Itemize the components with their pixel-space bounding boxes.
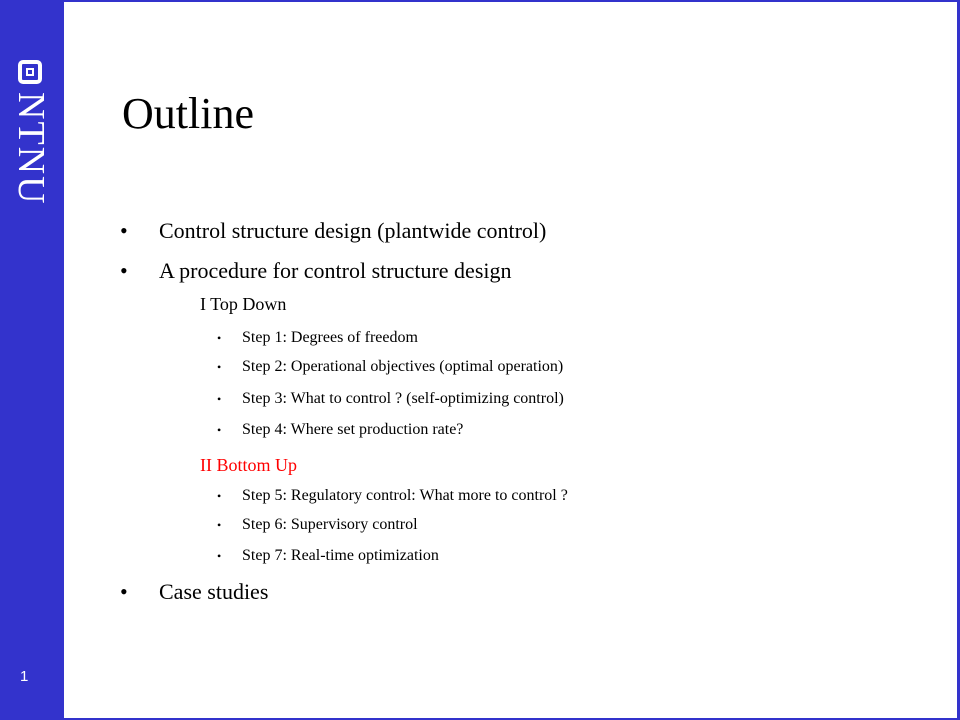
bullet-icon: • <box>217 549 222 563</box>
bullet-icon: • <box>217 392 222 406</box>
bullet-icon: • <box>217 518 222 532</box>
slide-content <box>64 2 957 718</box>
step-text: Step 1: Degrees of freedom <box>242 329 418 346</box>
section-heading-top-down: I Top Down <box>200 294 287 314</box>
bullet-icon: • <box>217 331 222 345</box>
bullet-icon: • <box>120 258 128 283</box>
page-number: 1 <box>20 668 29 685</box>
list-item-text: Case studies <box>159 579 269 604</box>
list-item-text: A procedure for control structure design <box>159 258 512 283</box>
section-heading-bottom-up: II Bottom Up <box>200 455 297 475</box>
bullet-icon: • <box>217 360 222 374</box>
list-item-text: Control structure design (plantwide control) <box>159 218 547 243</box>
step-text: Step 6: Supervisory control <box>242 516 418 533</box>
bullet-icon: • <box>217 423 222 437</box>
ntnu-logo-icon <box>18 60 42 84</box>
sidebar <box>0 0 64 720</box>
step-text: Step 2: Operational objectives (optimal operation) <box>242 358 564 375</box>
bullet-icon: • <box>217 489 222 503</box>
bullet-icon: • <box>120 579 128 604</box>
step-text: Step 5: Regulatory control: What more to control ? <box>242 487 568 504</box>
step-text: Step 4: Where set production rate? <box>242 421 464 438</box>
step-text: Step 7: Real-time optimization <box>242 547 439 564</box>
bullet-icon: • <box>120 218 128 243</box>
logo-text: NTNU <box>10 92 52 206</box>
slide-title: Outline <box>122 89 254 138</box>
step-text: Step 3: What to control ? (self-optimizing control) <box>242 390 564 407</box>
